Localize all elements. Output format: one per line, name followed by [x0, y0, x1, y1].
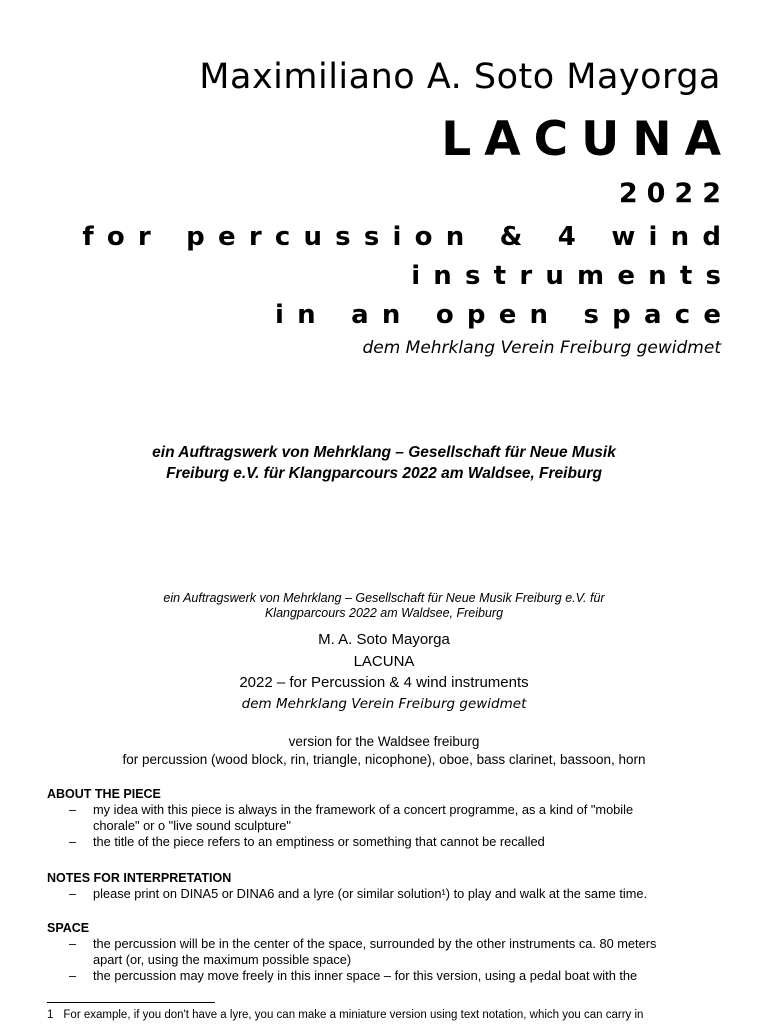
credits-title: LACUNA	[353, 653, 415, 670]
credits-subtitle: 2022 – for Percussion & 4 wind instruments	[239, 674, 529, 691]
list-item-line: my idea with this piece is always in the framework of a concert programme, as a kind of "mobile	[93, 802, 634, 817]
list-item	[47, 834, 727, 850]
list-item-line: the percussion may move freely in this inner space – for this version, using a pedal boat with the	[93, 968, 638, 983]
commission-line-2: Freiburg e.V. für Klangparcours 2022 am Waldsee, Freiburg	[166, 465, 602, 482]
section-heading: SPACE	[47, 921, 90, 935]
list-item-line: the percussion will be in the center of the space, surrounded by the other instruments ca. 80 meters	[93, 936, 657, 951]
section-notes	[47, 870, 727, 902]
dash-marker: –	[69, 936, 77, 951]
subtitle-line-1: for percussion & 4 wind	[82, 222, 735, 252]
dash-marker: –	[69, 802, 77, 817]
bullet-list	[47, 936, 727, 984]
section-space	[47, 920, 727, 984]
list-item	[47, 886, 727, 902]
list-item	[47, 802, 727, 834]
commission-small-line-2: Klangparcours 2022 am Waldsee, Freiburg	[264, 606, 504, 620]
commission-note-small	[0, 591, 768, 621]
dedication: dem Mehrklang Verein Freiburg gewidmet	[362, 338, 721, 358]
commission-line-1: ein Auftragswerk von Mehrklang – Gesellschaft für Neue Musik	[152, 444, 616, 461]
list-item-line: please print on DINA5 or DINA6 and a lyre (or similar solution¹) to play and walk at the same time.	[93, 886, 648, 901]
dash-marker: –	[69, 968, 77, 983]
commission-small-line-1: ein Auftragswerk von Mehrklang – Gesellschaft für Neue Musik Freiburg e.V. für	[163, 591, 605, 605]
subtitle-line-2: instruments	[411, 261, 735, 291]
dash-marker: –	[69, 886, 77, 901]
composer-name: Maximiliano A. Soto Mayorga	[199, 57, 721, 97]
credits-dedication: dem Mehrklang Verein Freiburg gewidmet	[241, 696, 527, 712]
section-heading: ABOUT THE PIECE	[47, 787, 161, 801]
dash-marker: –	[69, 834, 77, 849]
bullet-list	[47, 802, 727, 850]
credits-instrumentation: for percussion (wood block, rin, triangle, nicophone), oboe, bass clarinet, bassoon, horn	[122, 752, 646, 767]
list-item-line: apart (or, using the maximum possible space)	[93, 952, 352, 967]
footnote-number: 1	[47, 1009, 54, 1021]
list-item-line: the title of the piece refers to an emptiness or something that cannot be recalled	[93, 834, 545, 849]
piece-year: 2022	[618, 178, 730, 209]
list-item	[47, 968, 727, 984]
footnote	[47, 1009, 643, 1021]
commission-note	[0, 442, 768, 484]
footnote-divider	[47, 1002, 215, 1003]
section-about	[47, 786, 727, 850]
piece-title: LACUNA	[441, 112, 734, 167]
bullet-list	[47, 886, 727, 902]
footnote-text: For example, if you don't have a lyre, you can make a miniature version using text notation, which you can carry in	[63, 1009, 644, 1021]
list-item	[47, 936, 727, 968]
credits-composer: M. A. Soto Mayorga	[318, 631, 450, 648]
list-item-line: chorale" or o "live sound sculpture"	[93, 818, 291, 833]
subtitle-line-3: in an open space	[275, 300, 735, 330]
credits-version: version for the Waldsee freiburg	[288, 734, 480, 749]
section-heading: NOTES FOR INTERPRETATION	[47, 871, 232, 885]
